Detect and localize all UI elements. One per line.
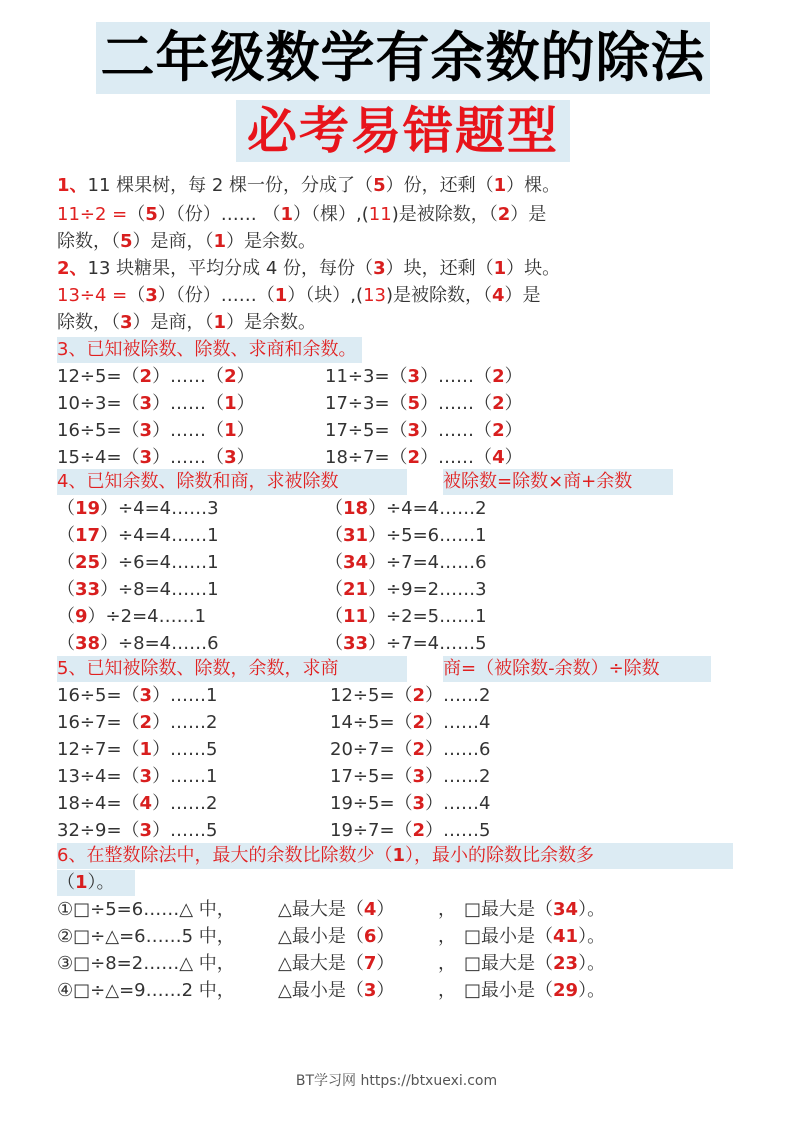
answer-value: 31 bbox=[343, 525, 369, 546]
q4-row bbox=[57, 631, 219, 657]
text: ①□÷5=6……△ 中， bbox=[57, 899, 235, 920]
q4-row bbox=[325, 577, 487, 603]
text: □最大是（ bbox=[464, 953, 554, 974]
q5-row bbox=[330, 764, 491, 790]
q6-equation bbox=[57, 924, 235, 950]
answer-value: 21 bbox=[343, 579, 369, 600]
text: 17÷5=（ bbox=[325, 420, 408, 441]
q4-row bbox=[325, 496, 487, 522]
q4-row bbox=[57, 496, 219, 522]
q5-row bbox=[330, 791, 491, 817]
text: ）……5 bbox=[152, 739, 218, 760]
answer-value: 17 bbox=[75, 525, 101, 546]
q6-line2: （1）。 bbox=[57, 870, 135, 896]
text: ） bbox=[236, 366, 255, 387]
answer-value: 1 bbox=[224, 393, 237, 414]
q5-row bbox=[57, 791, 218, 817]
text: ）……（ bbox=[420, 366, 493, 387]
text: ）÷8=4……1 bbox=[100, 579, 219, 600]
q4-row bbox=[57, 523, 219, 549]
q6-part2 bbox=[464, 897, 605, 923]
text: （ bbox=[325, 606, 343, 627]
q5-row bbox=[57, 818, 218, 844]
text: ） bbox=[504, 366, 523, 387]
text: ）……4 bbox=[425, 793, 491, 814]
text: ）。 bbox=[578, 953, 606, 974]
text: ）……4 bbox=[425, 712, 491, 733]
text: （ bbox=[57, 525, 75, 546]
text: 15÷4=（ bbox=[57, 447, 140, 468]
text: （ bbox=[57, 498, 75, 519]
q5-row bbox=[330, 710, 491, 736]
answer-value: 38 bbox=[75, 633, 101, 654]
text: ， bbox=[438, 980, 456, 1001]
text: ）……5 bbox=[152, 820, 218, 841]
text: 16÷7=（ bbox=[57, 712, 140, 733]
q6-part1 bbox=[278, 897, 394, 923]
q4-row bbox=[57, 550, 219, 576]
q5-row bbox=[57, 683, 218, 709]
q3-row bbox=[325, 391, 523, 417]
answer-value: 3 bbox=[224, 447, 237, 468]
text: 20÷7=（ bbox=[330, 739, 413, 760]
answer-value: 2 bbox=[412, 820, 426, 841]
answer-value: 2 bbox=[412, 739, 426, 760]
q3-row bbox=[325, 364, 523, 390]
text: （ bbox=[325, 633, 343, 654]
q6-equation bbox=[57, 978, 235, 1004]
page-subtitle: 必考易错题型 bbox=[236, 100, 570, 162]
q6-separator bbox=[438, 924, 456, 950]
q1-line1: 1、11 棵果树，每 2 棵一份，分成了（5）份，还剩（1）棵。 bbox=[57, 175, 561, 196]
text: 12÷5=（ bbox=[57, 366, 140, 387]
text: 19÷5=（ bbox=[330, 793, 413, 814]
text: 11÷3=（ bbox=[325, 366, 408, 387]
text: （ bbox=[57, 606, 75, 627]
text: 19÷7=（ bbox=[330, 820, 413, 841]
q6-equation bbox=[57, 951, 235, 977]
text: ） bbox=[376, 980, 395, 1001]
text: ）……（ bbox=[420, 447, 493, 468]
text: ）……2 bbox=[152, 793, 218, 814]
answer-value: 34 bbox=[553, 899, 579, 920]
text: ）……（ bbox=[152, 366, 225, 387]
q1-line2: 11÷2 =（5）（份）…… （1）（棵）,(11)是被除数，（2）是 bbox=[57, 204, 547, 225]
answer-value: 7 bbox=[363, 953, 377, 974]
q3-row bbox=[57, 364, 255, 390]
answer-value: 2 bbox=[412, 712, 426, 733]
text: ） bbox=[376, 926, 395, 947]
answer-value: 2 bbox=[139, 712, 153, 733]
q4-row bbox=[325, 631, 487, 657]
q6-separator bbox=[438, 951, 456, 977]
text: ）÷7=4……5 bbox=[368, 633, 487, 654]
text: ）÷2=4……1 bbox=[87, 606, 207, 627]
text: （ bbox=[325, 525, 343, 546]
answer-value: 1 bbox=[224, 420, 237, 441]
answer-value: 3 bbox=[139, 766, 153, 787]
answer-value: 9 bbox=[75, 606, 88, 627]
answer-value: 23 bbox=[553, 953, 579, 974]
text: ）……（ bbox=[420, 393, 493, 414]
text: 17÷5=（ bbox=[330, 766, 413, 787]
text: ）……2 bbox=[425, 685, 491, 706]
text: 18÷7=（ bbox=[325, 447, 408, 468]
q6-separator bbox=[438, 897, 456, 923]
q6-part2 bbox=[464, 951, 605, 977]
text: （ bbox=[57, 552, 75, 573]
answer-value: 4 bbox=[139, 793, 153, 814]
text: ， bbox=[438, 926, 456, 947]
q5-row bbox=[57, 737, 218, 763]
text: （ bbox=[325, 498, 343, 519]
q3-row bbox=[325, 445, 523, 471]
q2-line1: 2、13 块糖果，平均分成 4 份，每份（3）块，还剩（1）块。 bbox=[57, 258, 561, 279]
q4-formula: 被除数=除数×商+余数 bbox=[443, 469, 673, 495]
text: ）……6 bbox=[425, 739, 491, 760]
q6-part1 bbox=[278, 951, 394, 977]
answer-value: 33 bbox=[75, 579, 101, 600]
text: 17÷3=（ bbox=[325, 393, 408, 414]
answer-value: 1 bbox=[139, 739, 153, 760]
text: ） bbox=[504, 447, 523, 468]
text: ）÷4=4……3 bbox=[100, 498, 219, 519]
answer-value: 2 bbox=[407, 447, 421, 468]
text: 18÷4=（ bbox=[57, 793, 140, 814]
answer-value: 4 bbox=[492, 447, 505, 468]
answer-value: 2 bbox=[492, 366, 505, 387]
footer-source: BT学习网 https://btxuexi.com bbox=[295, 1073, 498, 1089]
text: ） bbox=[236, 447, 255, 468]
text: ）÷9=2……3 bbox=[368, 579, 487, 600]
answer-value: 6 bbox=[363, 926, 377, 947]
q5-heading: 5、已知被除数、除数，余数，求商 bbox=[57, 656, 407, 682]
answer-value: 2 bbox=[412, 685, 426, 706]
text: ）。 bbox=[578, 980, 606, 1001]
text: ③□÷8=2……△ 中， bbox=[57, 953, 235, 974]
answer-value: 3 bbox=[412, 766, 426, 787]
text: 10÷3=（ bbox=[57, 393, 140, 414]
text: ）÷4=4……2 bbox=[368, 498, 487, 519]
q3-row bbox=[57, 445, 255, 471]
text: △最小是（ bbox=[278, 980, 364, 1001]
q6-equation bbox=[57, 897, 235, 923]
answer-value: 2 bbox=[224, 366, 237, 387]
text: ②□÷△=6……5 中， bbox=[57, 926, 235, 947]
q2-line3: 除数，（3）是商，（1）是余数。 bbox=[57, 312, 317, 333]
answer-value: 18 bbox=[343, 498, 369, 519]
q5-row bbox=[57, 710, 218, 736]
text: ） bbox=[376, 953, 395, 974]
answer-value: 19 bbox=[75, 498, 101, 519]
q3-row bbox=[57, 391, 255, 417]
q5-row bbox=[330, 818, 491, 844]
text: ， bbox=[438, 953, 456, 974]
answer-value: 33 bbox=[343, 633, 369, 654]
text: 32÷9=（ bbox=[57, 820, 140, 841]
q5-row bbox=[57, 764, 218, 790]
text: 12÷7=（ bbox=[57, 739, 140, 760]
text: ）……（ bbox=[152, 393, 225, 414]
q3-row bbox=[57, 418, 255, 444]
text: ） bbox=[504, 393, 523, 414]
text: （ bbox=[325, 579, 343, 600]
text: ）……1 bbox=[152, 685, 218, 706]
text: ， bbox=[438, 899, 456, 920]
text: □最小是（ bbox=[464, 926, 554, 947]
answer-value: 3 bbox=[139, 447, 153, 468]
text: ）……5 bbox=[425, 820, 491, 841]
answer-value: 3 bbox=[139, 393, 153, 414]
answer-value: 41 bbox=[553, 926, 579, 947]
q2-line2: 13÷4 =（3）（份）……（1）（块）,(13)是被除数，（4）是 bbox=[57, 285, 541, 306]
q4-row bbox=[325, 604, 487, 630]
answer-value: 2 bbox=[139, 366, 153, 387]
text: ）……（ bbox=[420, 420, 493, 441]
answer-value: 5 bbox=[407, 393, 421, 414]
q6-part2 bbox=[464, 924, 605, 950]
text: ）……2 bbox=[152, 712, 218, 733]
text: ） bbox=[504, 420, 523, 441]
text: ）÷5=6……1 bbox=[368, 525, 487, 546]
q6-part2 bbox=[464, 978, 605, 1004]
q5-row bbox=[330, 737, 491, 763]
text: ） bbox=[376, 899, 395, 920]
text: ）……2 bbox=[425, 766, 491, 787]
text: ）。 bbox=[578, 926, 606, 947]
text: ）÷6=4……1 bbox=[100, 552, 219, 573]
text: 16÷5=（ bbox=[57, 420, 140, 441]
answer-value: 34 bbox=[343, 552, 369, 573]
answer-value: 11 bbox=[343, 606, 369, 627]
q4-row bbox=[57, 577, 219, 603]
q4-row bbox=[57, 604, 206, 630]
text: 12÷5=（ bbox=[330, 685, 413, 706]
answer-value: 4 bbox=[363, 899, 377, 920]
answer-value: 3 bbox=[139, 420, 153, 441]
answer-value: 3 bbox=[139, 685, 153, 706]
answer-value: 3 bbox=[139, 820, 153, 841]
text: □最小是（ bbox=[464, 980, 554, 1001]
text: 14÷5=（ bbox=[330, 712, 413, 733]
text: （ bbox=[57, 579, 75, 600]
text: ）÷4=4……1 bbox=[100, 525, 219, 546]
q6-separator bbox=[438, 978, 456, 1004]
text: ）……（ bbox=[152, 420, 225, 441]
text: △最小是（ bbox=[278, 926, 364, 947]
q5-row bbox=[330, 683, 491, 709]
q3-row bbox=[325, 418, 523, 444]
text: ④□÷△=9……2 中， bbox=[57, 980, 235, 1001]
text: ） bbox=[236, 393, 255, 414]
text: ）……1 bbox=[152, 766, 218, 787]
answer-value: 3 bbox=[407, 366, 421, 387]
answer-value: 2 bbox=[492, 393, 505, 414]
q3-heading: 3、已知被除数、除数、求商和余数。 bbox=[57, 337, 362, 363]
answer-value: 3 bbox=[407, 420, 421, 441]
answer-value: 3 bbox=[363, 980, 377, 1001]
text: △最大是（ bbox=[278, 899, 364, 920]
text: 16÷5=（ bbox=[57, 685, 140, 706]
text: ）÷8=4……6 bbox=[100, 633, 219, 654]
text: （ bbox=[57, 633, 75, 654]
answer-value: 25 bbox=[75, 552, 101, 573]
answer-value: 2 bbox=[492, 420, 505, 441]
text: （ bbox=[325, 552, 343, 573]
answer-value: 3 bbox=[412, 793, 426, 814]
text: ）÷7=4……6 bbox=[368, 552, 487, 573]
q4-row bbox=[325, 550, 487, 576]
q6-part1 bbox=[278, 924, 394, 950]
text: □最大是（ bbox=[464, 899, 554, 920]
text: △最大是（ bbox=[278, 953, 364, 974]
answer-value: 29 bbox=[553, 980, 579, 1001]
q6-part1 bbox=[278, 978, 394, 1004]
text: ）……（ bbox=[152, 447, 225, 468]
q4-heading: 4、已知余数、除数和商，求被除数 bbox=[57, 469, 407, 495]
q5-formula: 商=（被除数-余数）÷除数 bbox=[443, 656, 711, 682]
q4-row bbox=[325, 523, 487, 549]
text: ）÷2=5……1 bbox=[368, 606, 487, 627]
page-title: 二年级数学有余数的除法 bbox=[96, 22, 710, 94]
q1-line3: 除数，（5）是商，（1）是余数。 bbox=[57, 231, 317, 252]
text: ） bbox=[236, 420, 255, 441]
q6-line1: 6、在整数除法中，最大的余数比除数少（1），最小的除数比余数多 bbox=[57, 843, 733, 869]
text: ）。 bbox=[578, 899, 606, 920]
text: 13÷4=（ bbox=[57, 766, 140, 787]
